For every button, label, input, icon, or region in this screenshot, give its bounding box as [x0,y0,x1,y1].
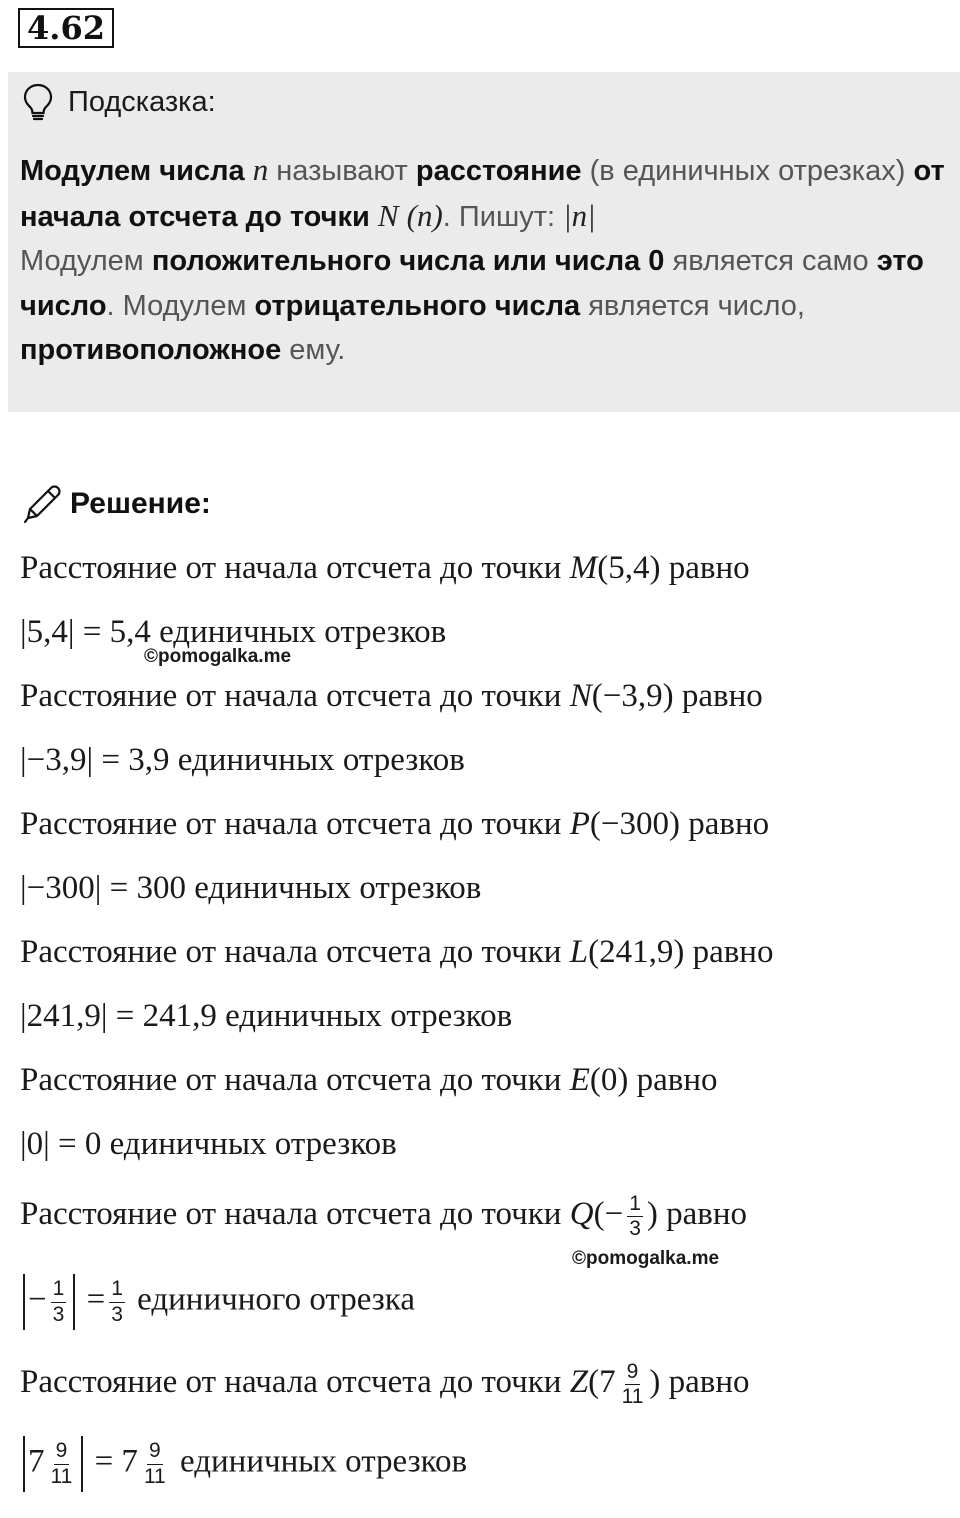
hint-text-run: (в единичных отрезках) [589,155,906,187]
abs-value: |5,4| [20,614,75,650]
point-coord: (−3,9) [591,678,674,714]
line-text: Расстояние от начала отсчета до точки [20,678,562,714]
fraction-numerator: 1 [51,1277,67,1302]
solution-line [20,806,769,843]
line-text: Расстояние от начала отсчета до точки [20,550,562,586]
abs-bar [23,1274,25,1330]
fraction [49,1439,75,1488]
units-text: единичных отрезков [225,998,513,1034]
point-coord: ) [649,1364,661,1401]
point-coord: (−300) [589,806,680,842]
units-text: единичных отрезков [177,742,465,778]
point-name: N [569,678,592,714]
abs-bar [81,1436,83,1492]
answer-line [20,870,481,907]
units-text: единичных отрезков [180,1443,468,1480]
math-var: n [252,152,269,187]
hint-bold: от начала отсчета до точки [20,155,945,233]
solution-line [20,1360,750,1409]
point-coord: ) [646,1196,658,1233]
units-text: единичных отрезков [109,1126,397,1162]
line-text: равно [666,1196,748,1233]
minus-sign: − [28,1281,47,1318]
hint-text-run: . Пишут: [442,200,556,233]
equals-value: = 7 [94,1443,138,1480]
equals-value: = 0 [57,1126,102,1162]
fraction-denominator: 11 [621,1385,644,1409]
solution-line [20,934,773,971]
fraction-numerator: 9 [54,1439,70,1464]
units-text: единичного отрезка [137,1281,415,1318]
hint-bold: расстояние [415,155,582,187]
hint-bold: противоположное [20,334,282,366]
equals-value: = [86,1281,106,1318]
hint-bold: это число [20,245,924,322]
units-text: единичных отрезков [159,614,447,650]
abs-value: |0| [20,1126,50,1162]
point-coord: (5,4) [597,550,661,586]
line-text: Расстояние от начала отсчета до точки [20,1364,562,1401]
whole-part: 7 [28,1443,45,1480]
point-name: Z [569,1364,589,1401]
line-text: Расстояние от начала отсчета до точки [20,806,562,842]
watermark: ©pomogalka.me [144,646,292,667]
hint-bold: Модулем числа [20,155,245,187]
point-name: E [569,1062,590,1098]
line-text: Расстояние от начала отсчета до точки [20,1196,562,1233]
line-text: равно [681,678,763,714]
line-text: Расстояние от начала отсчета до точки [20,934,562,970]
fraction-numerator: 1 [627,1192,643,1217]
hint-title: Подсказка: [68,85,216,118]
line-text: равно [668,1364,750,1401]
hint-header [22,80,216,124]
fraction [109,1277,125,1326]
answer-line [20,1436,467,1492]
hint-text-run: является число, [588,289,805,322]
equals-value: = 241,9 [115,998,217,1034]
equals-value: = 300 [109,870,186,906]
abs-bar [73,1274,75,1330]
fraction [620,1360,646,1409]
math-var: N [377,197,399,233]
hint-text-run: . Модулем [106,289,247,322]
solution-line [20,550,750,587]
fraction-denominator: 3 [111,1302,123,1326]
hint-bold: положительного числа или числа 0 [151,245,665,277]
point-name: L [569,934,589,970]
abs-value: |−300| [20,870,102,906]
fraction-numerator: 1 [109,1277,125,1302]
task-number: 4.62 [18,8,114,48]
solution-line [20,1062,718,1099]
line-text: равно [688,806,770,842]
hint-text-run: ему. [289,334,346,366]
fraction-denominator: 11 [143,1464,166,1488]
hint-text-run: Модулем [20,245,144,277]
pencil-icon [20,482,64,526]
fraction-denominator: 3 [52,1302,65,1326]
fraction [142,1439,168,1488]
line-text: равно [692,934,774,970]
lightbulb-icon [22,82,54,122]
line-text: равно [636,1062,718,1098]
units-text: единичных отрезков [194,870,482,906]
abs-value: |241,9| [20,998,108,1034]
answer-line [20,1274,415,1330]
hint-text [20,148,950,373]
point-coord: (7 [588,1364,616,1401]
solution-line [20,678,763,715]
hint-text-run: является само [672,245,869,277]
equals-value: = 5,4 [82,614,151,650]
fraction [627,1192,643,1241]
fraction [51,1277,67,1326]
answer-line [20,1126,397,1163]
hint-bold: отрицательного числа [254,289,581,322]
solution-line [20,1192,747,1241]
point-coord: (241,9) [588,934,685,970]
answer-line [20,998,512,1035]
line-text: Расстояние от начала отсчета до точки [20,1062,562,1098]
hint-text-run: называют [276,155,408,187]
fraction-numerator: 9 [625,1360,641,1385]
math-var: |n| [563,197,596,233]
equals-value: = 3,9 [101,742,170,778]
point-name: P [569,806,590,842]
math-var: (n) [406,197,443,233]
abs-bar [23,1436,25,1492]
point-name: M [569,550,598,586]
point-name: Q [569,1196,594,1233]
watermark: ©pomogalka.me [572,1248,720,1269]
solution-title: Решение: [70,487,211,520]
solution-header [20,480,211,528]
line-text: равно [668,550,750,586]
abs-value: |−3,9| [20,742,94,778]
fraction-numerator: 9 [147,1439,163,1464]
point-coord: (− [593,1196,624,1233]
fraction-denominator: 3 [629,1217,641,1241]
fraction-denominator: 11 [50,1464,73,1488]
answer-line [20,742,465,779]
point-coord: (0) [589,1062,629,1098]
